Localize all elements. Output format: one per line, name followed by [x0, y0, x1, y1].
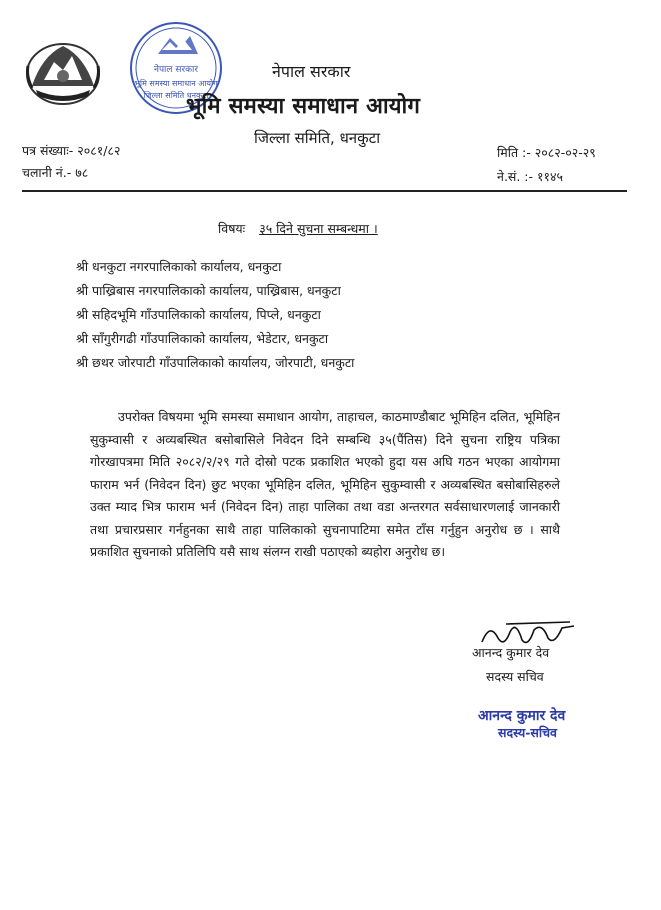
- government-name: नेपाल सरकार: [272, 62, 351, 81]
- nepal-emblem-icon: [22, 36, 104, 108]
- signatory-title: सदस्य सचिव: [486, 669, 544, 684]
- signatory-name: आनन्द कुमार देव: [472, 645, 550, 660]
- stamp-name: आनन्द कुमार देव: [478, 708, 566, 724]
- date-miti: मिति :- २०८२-०२-२९: [497, 145, 596, 160]
- addressee-line: श्री छथर जोरपाटी गाँउपालिकाको कार्यालय, जोरपाटी, धनकुटा: [76, 355, 355, 370]
- addressee-line: श्री पाख्रिबास नगरपालिकाको कार्यालय, पाख्रिबास, धनकुटा: [76, 283, 341, 298]
- district-committee: जिल्ला समिति, धनकुटा: [254, 129, 381, 147]
- seal-line3: जिल्ला समिति धनकुटा: [143, 91, 209, 100]
- seal-line1: नेपाल सरकार: [153, 65, 199, 75]
- seal-line2: भूमि समस्या समाधान आयोग: [134, 79, 218, 88]
- addressee-line: श्री धनकुटा नगरपालिकाको कार्यालय, धनकुटा: [76, 259, 282, 274]
- stamp-title: सदस्य-सचिव: [498, 725, 557, 740]
- subject-line: [218, 220, 378, 237]
- nepal-sambat-date: ने.सं. :- ११४५: [497, 169, 564, 184]
- addressee-line: श्री साँगुरीगढी गाँउपालिकाको कार्यालय, भेडेटार, धनकुटा: [76, 331, 329, 346]
- subject-label: विषयः: [218, 221, 246, 236]
- addressee-line: श्री सहिदभूमि गाँउपालिकाको कार्यालय, पिप्ले, धनकुटा: [76, 307, 321, 322]
- organization-name: भूमि समस्या समाधान आयोग: [186, 94, 421, 119]
- chalani-number: चलानी नं.- ७८: [22, 165, 89, 180]
- subject-text: ३५ दिने सुचना सम्बन्धमा ।: [259, 221, 378, 236]
- header-divider: [22, 190, 627, 192]
- patra-sankhya: पत्र संख्याः- २०८१/८२: [22, 143, 121, 158]
- letter-body: उपरोक्त विषयमा भूमि समस्या समाधान आयोग, ताहाचल, काठमाण्डौबाट भूमिहिन दलित, भूमिहिन सुकुम्वासी र अव्यबस्थित बसोबासिले निवेदन दिने सम्बन्धि ३५(पैंतिस) दिने सुचना राष्ट्रिय पत्रिका गोरखापत्रमा मिति २०८२/२/२९ गते दोस्रो पटक प्रकाशित भएको हुदा यस अघि गठन भएका आयोगमा फाराम भर्न (निवेदन दिन) छुट भएका भूमिहिन दलित, भूमिहिन सुकुम्वासी र अव्यबस्थित बसोबासिहरुले उक्त म्याद भित्र फाराम भर्न (निवेदन दिन) ताहा पालिका तथा वडा अन्तरगत सर्वसाधारणलाई जानकारी तथा प्रचारप्रसार गर्नहुनका साथै ताहा पालिकाको सुचनापाटिमा समेत टाँस गर्नुहुन अनुरोध छ । साथै प्रकाशित सुचनाको प्रतिलिपि यसै साथ संलग्न राखी पठाएको ब्यहोरा अनुरोध छ।: [90, 409, 560, 559]
